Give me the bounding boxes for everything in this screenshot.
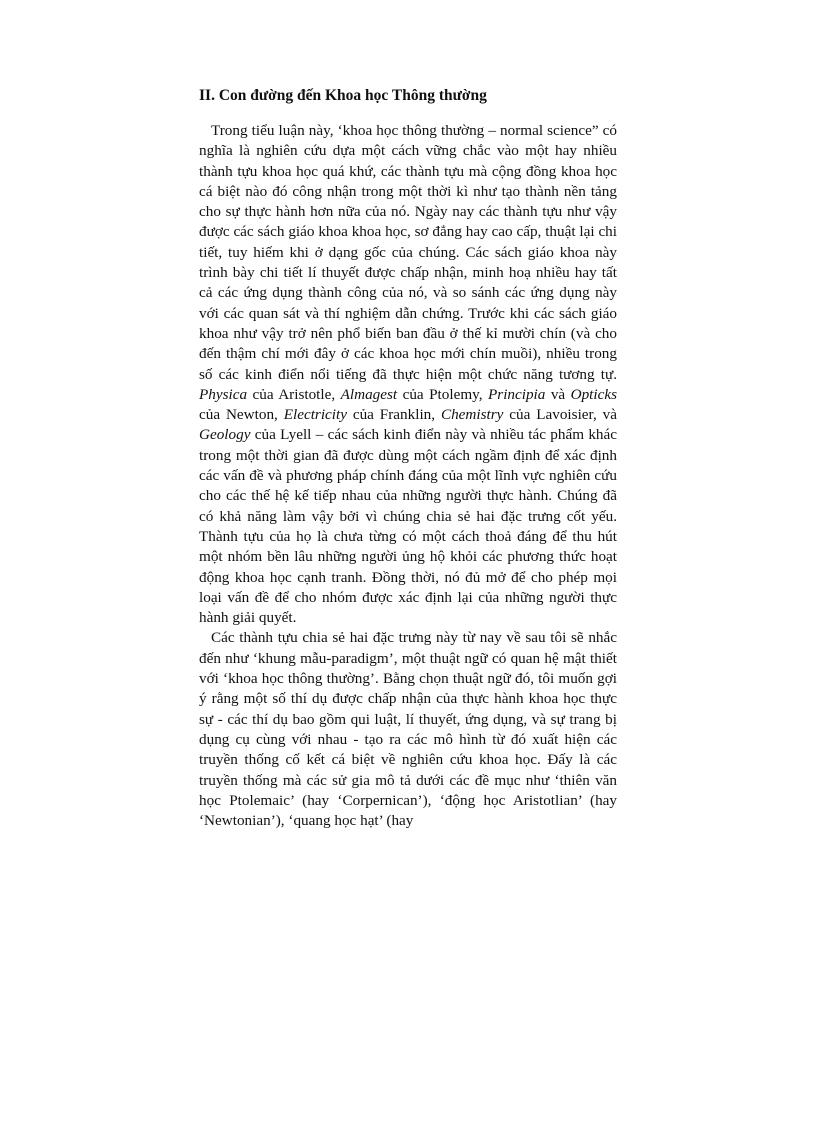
book-title-principia: Principia <box>488 385 546 403</box>
paragraph-1 <box>199 121 617 628</box>
book-title-chemistry: Chemistry <box>440 406 504 424</box>
paragraph-1-text-f: của Franklin, <box>346 406 441 424</box>
book-title-opticks: Opticks <box>570 385 618 403</box>
paragraph-1-text-a: Trong tiểu luận này, ‘khoa học thông thường – normal science” có nghĩa là nghiên cứu dựa một cách vững chắc vào một hay nhiều thành tựu khoa học quá khứ, các thành tựu mà cộng đồng khoa học cá biệt nào đó công nhận trong một thời kì như tạo thành nền tảng cho sự thực hành hơn nữa của nó. Ngày nay các thành tựu như vậy được các sách giáo khoa khoa học, sơ đẳng hay cao cấp, thuật lại chi tiết, tuy hiếm khi ở dạng gốc của chúng. Các sách giáo khoa này trình bày chi tiết lí thuyết được chấp nhận, minh hoạ nhiều hay tất cả các ứng dụng thành công của nó, và so sánh các ứng dụng này với các quan sát và thí nghiệm dẫn chứng. Trước khi các sách giáo khoa như vậy trở nên phổ biến ban đầu ở thế kỉ mười chín (và cho đến thậm chí mới đây ở các khoa học mới chín muồi), nhiều trong số các kinh điển nổi tiếng đã thực hiện một chức năng tương tự. <box>199 122 617 383</box>
paragraph-1-text-e: của Newton, <box>199 406 284 424</box>
paragraph-1-text-g: của Lavoisier, và <box>503 406 617 424</box>
paragraph-2: Các thành tựu chia sẻ hai đặc trưng này từ nay về sau tôi sẽ nhắc đến như ‘khung mẫu-paradigm’, một thuật ngữ có quan hệ mật thiết với ‘khoa học thông thường’. Bằng chọn thuật ngữ đó, tôi muốn gợi ý rằng một số thí dụ được chấp nhận của thực hành khoa học thực sự - các thí dụ bao gồm qui luật, lí thuyết, ứng dụng, và sự trang bị dụng cụ cùng với nhau - tạo ra các mô hình từ đó xuất hiện các truyền thống cố kết cá biệt về nghiên cứu khoa học. Đấy là các truyền thống mà các sử gia mô tả dưới các đề mục như ‘thiên văn học Ptolemaic’ (hay ‘Corpernican’), ‘động học Aristotlian’ (hay ‘Newtonian’), ‘quang học hạt’ (hay <box>199 629 617 830</box>
book-title-geology: Geology <box>199 426 251 444</box>
paragraph-1-text-d: và <box>545 385 571 403</box>
document-page <box>199 86 617 831</box>
section-heading: II. Con đường đến Khoa học Thông thường <box>199 87 487 104</box>
paragraph-1-text-b: của Aristotle, <box>247 385 341 403</box>
book-title-almagest: Almagest <box>340 385 398 403</box>
book-title-physica: Physica <box>199 385 248 403</box>
paragraph-1-text-c: của Ptolemy, <box>397 385 488 403</box>
book-title-electricity: Electricity <box>283 406 347 424</box>
paragraph-1-text-h: của Lyell – các sách kinh điển này và nhiều tác phẩm khác trong một thời gian đã được dùng một cách ngầm định để xác định các vấn đề và phương pháp chính đáng của một lĩnh vực nghiên cứu cho các thế hệ kế tiếp nhau của những người thực hành. Chúng đã có khả năng làm vậy bởi vì chúng chia sẻ hai đặc trưng cốt yếu. Thành tựu của họ là chưa từng có một cách thoả đáng để thu hút một nhóm bền lâu những người ủng hộ khỏi các phương thức hoạt động khoa học cạnh tranh. Đồng thời, nó đủ mở để cho phép mọi loại vấn đề để cho nhóm được xác định lại của những người thực hành giải quyết. <box>199 426 617 627</box>
